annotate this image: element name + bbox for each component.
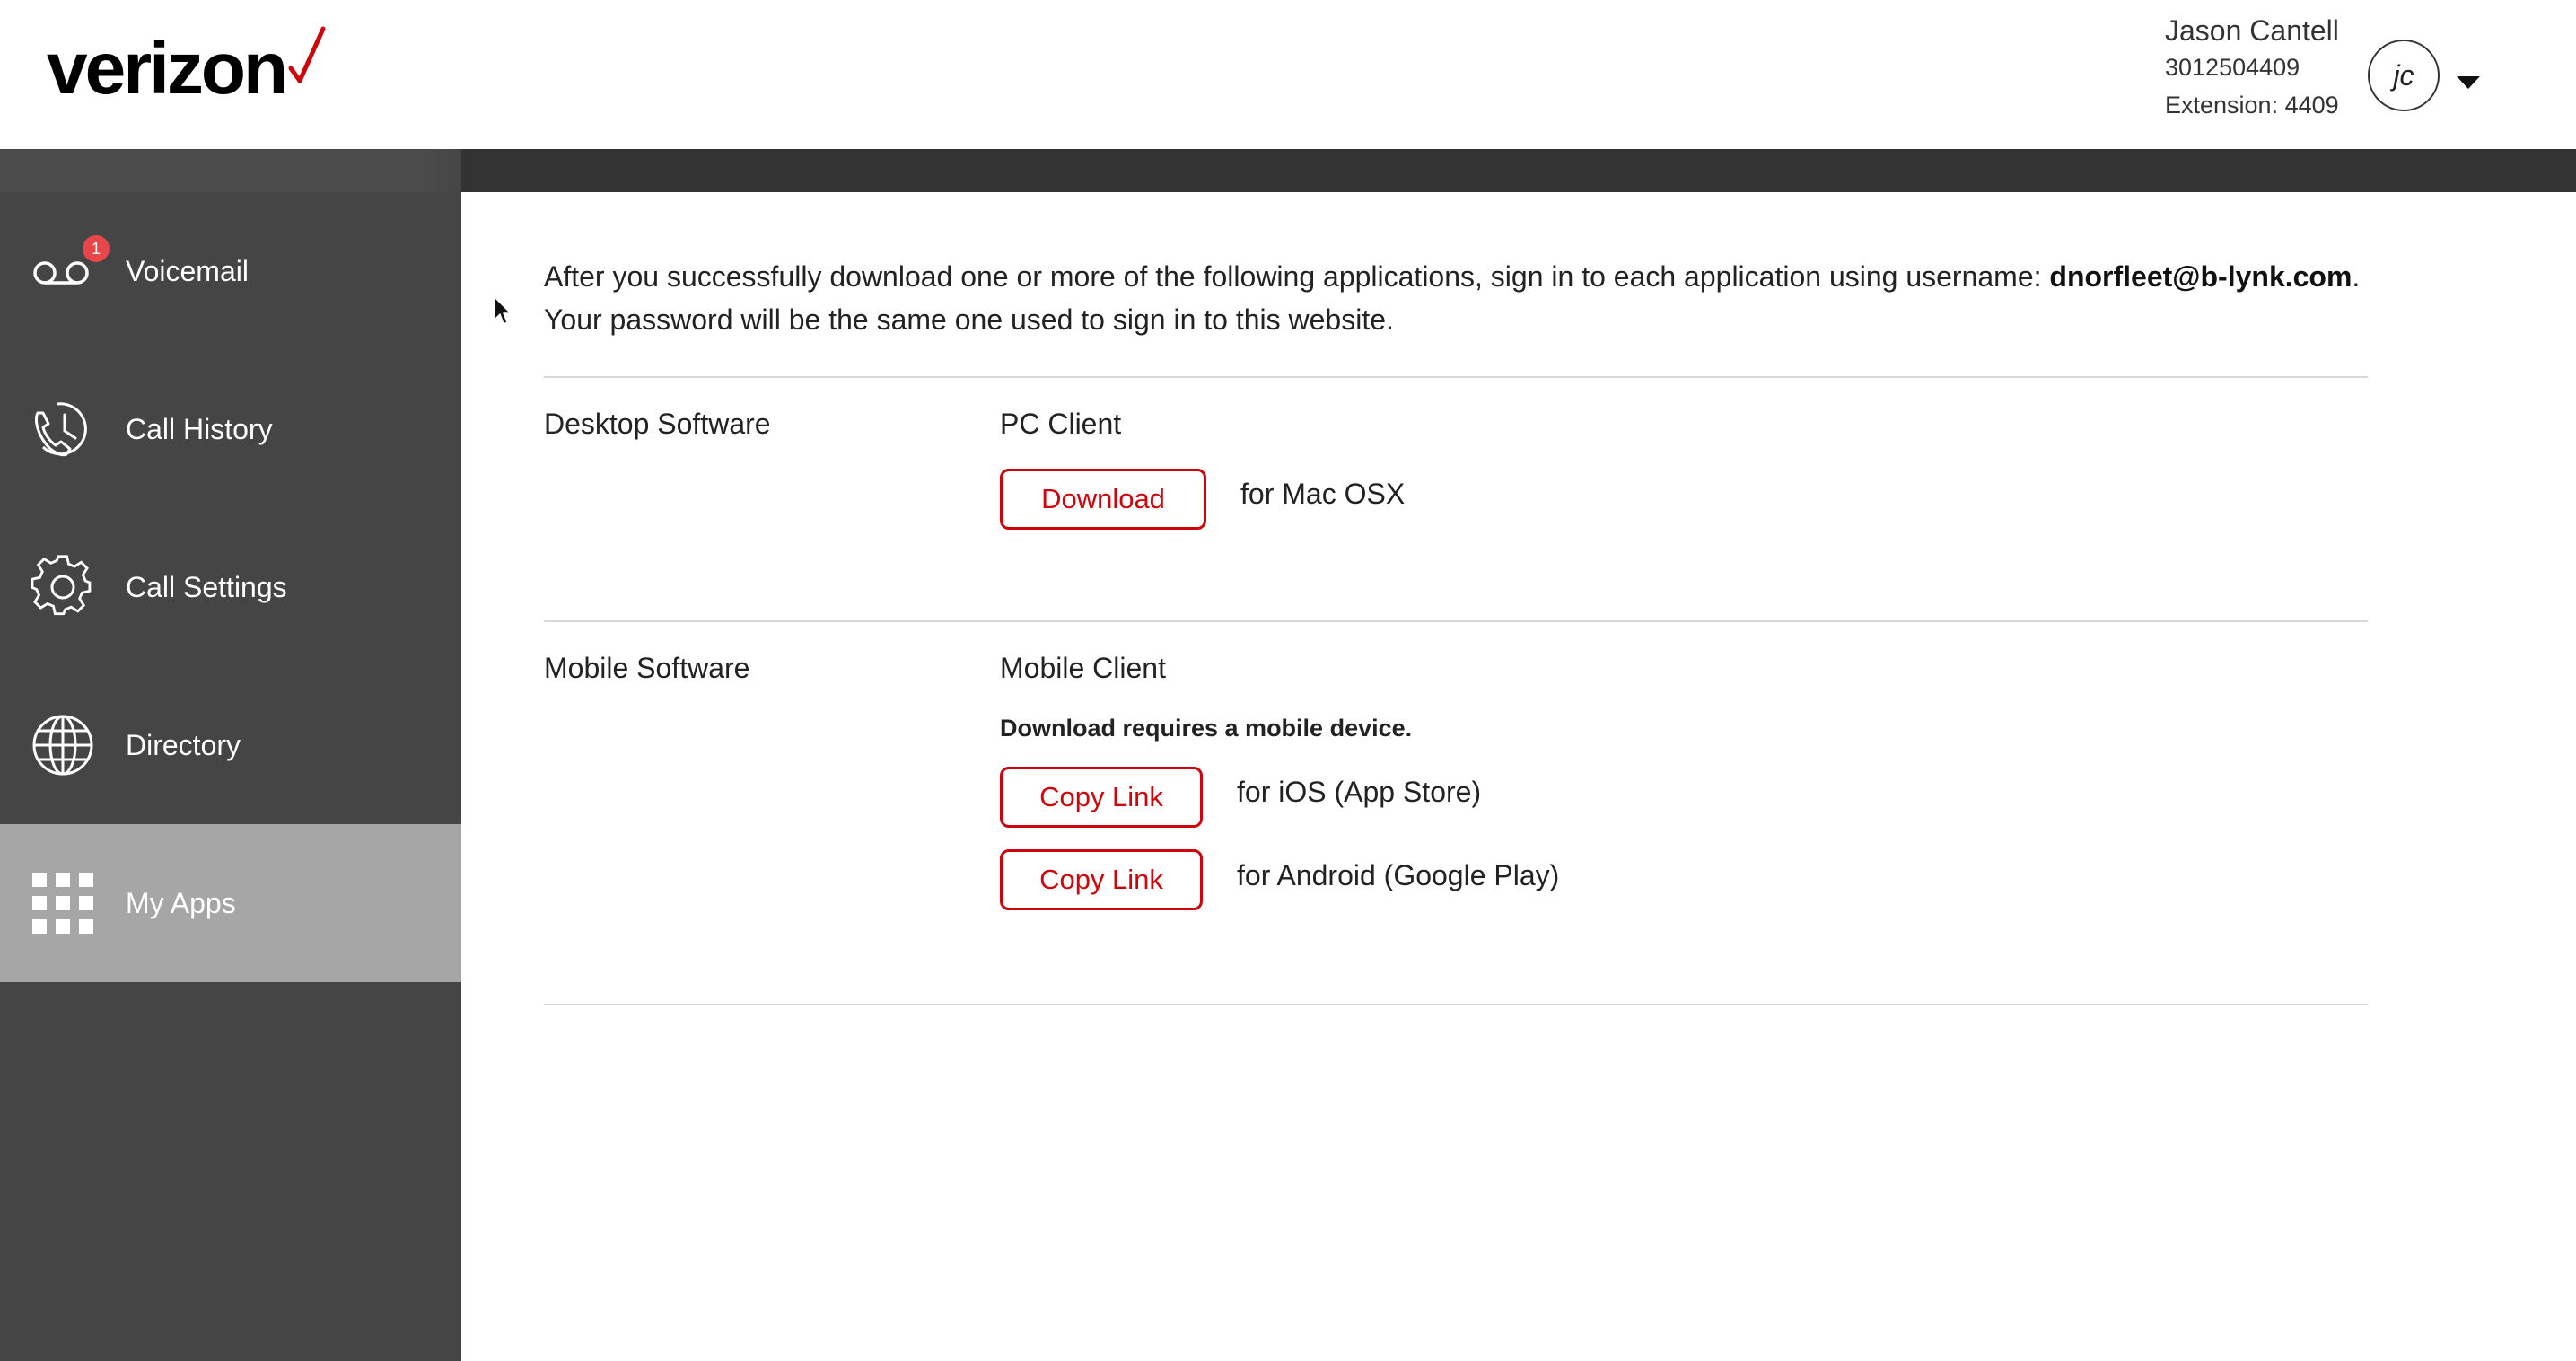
verizon-logo[interactable] — [47, 23, 327, 110]
main-content — [461, 192, 2576, 1361]
divider — [544, 620, 2368, 622]
ios-platform-label: for iOS (App Store) — [1237, 776, 1482, 808]
intro-period: . — [2352, 260, 2361, 293]
desktop-section-label: Desktop Software — [544, 408, 771, 440]
sidebar-item-label: My Apps — [126, 886, 236, 919]
mobile-client-title: Mobile Client — [1000, 652, 1166, 684]
content-top-band — [422, 149, 2576, 192]
intro-prefix: After you successfully download one or more of the following applications, sign in to each application using username: — [544, 260, 2050, 293]
username: dnorfleet@b-lynk.com — [2049, 260, 2353, 293]
globe-icon — [31, 713, 95, 777]
ios-copy-link-button[interactable]: Copy Link — [1000, 767, 1203, 828]
sidebar — [0, 149, 461, 1361]
app-header — [0, 0, 2576, 149]
logo-text: verizon — [47, 28, 286, 110]
download-button[interactable]: Download — [1000, 469, 1206, 530]
sidebar-item-directory[interactable] — [0, 666, 461, 824]
sidebar-top-band — [0, 149, 461, 192]
intro-password-note: Your password will be the same one used to sign in to this website. — [544, 303, 1394, 336]
user-phone: 3012504409 — [2165, 54, 2300, 81]
apps-grid-icon — [31, 871, 95, 935]
sidebar-item-voicemail[interactable] — [0, 192, 461, 350]
user-name: Jason Cantell — [2165, 14, 2339, 47]
sidebar-item-call-history[interactable] — [0, 350, 461, 508]
mac-platform-label: for Mac OSX — [1240, 478, 1406, 510]
voicemail-count-badge: 1 — [83, 235, 110, 262]
sidebar-item-my-apps[interactable] — [0, 824, 461, 982]
logo-checkmark-icon — [287, 23, 327, 95]
mobile-device-note: Download requires a mobile device. — [1000, 715, 1413, 742]
sidebar-item-call-settings[interactable] — [0, 508, 461, 666]
avatar[interactable]: jc — [2368, 40, 2440, 111]
user-info — [2165, 13, 2362, 124]
intro-text — [544, 255, 2393, 341]
android-platform-label: for Android (Google Play) — [1237, 859, 1560, 891]
android-copy-link-button[interactable]: Copy Link — [1000, 849, 1203, 910]
sidebar-item-label: Call History — [126, 412, 273, 445]
divider — [544, 1004, 2368, 1005]
gear-icon — [31, 555, 95, 619]
caret-down-icon[interactable] — [2456, 75, 2481, 90]
pc-client-title: PC Client — [1000, 408, 1122, 440]
sidebar-item-label: Call Settings — [126, 570, 287, 603]
sidebar-item-label: Voicemail — [126, 254, 249, 287]
divider — [544, 376, 2368, 378]
mobile-section-label: Mobile Software — [544, 652, 750, 684]
sidebar-item-label: Directory — [126, 728, 241, 761]
user-extension: Extension: 4409 — [2165, 92, 2339, 119]
call-history-icon — [31, 397, 95, 461]
mouse-cursor-icon — [494, 296, 513, 327]
